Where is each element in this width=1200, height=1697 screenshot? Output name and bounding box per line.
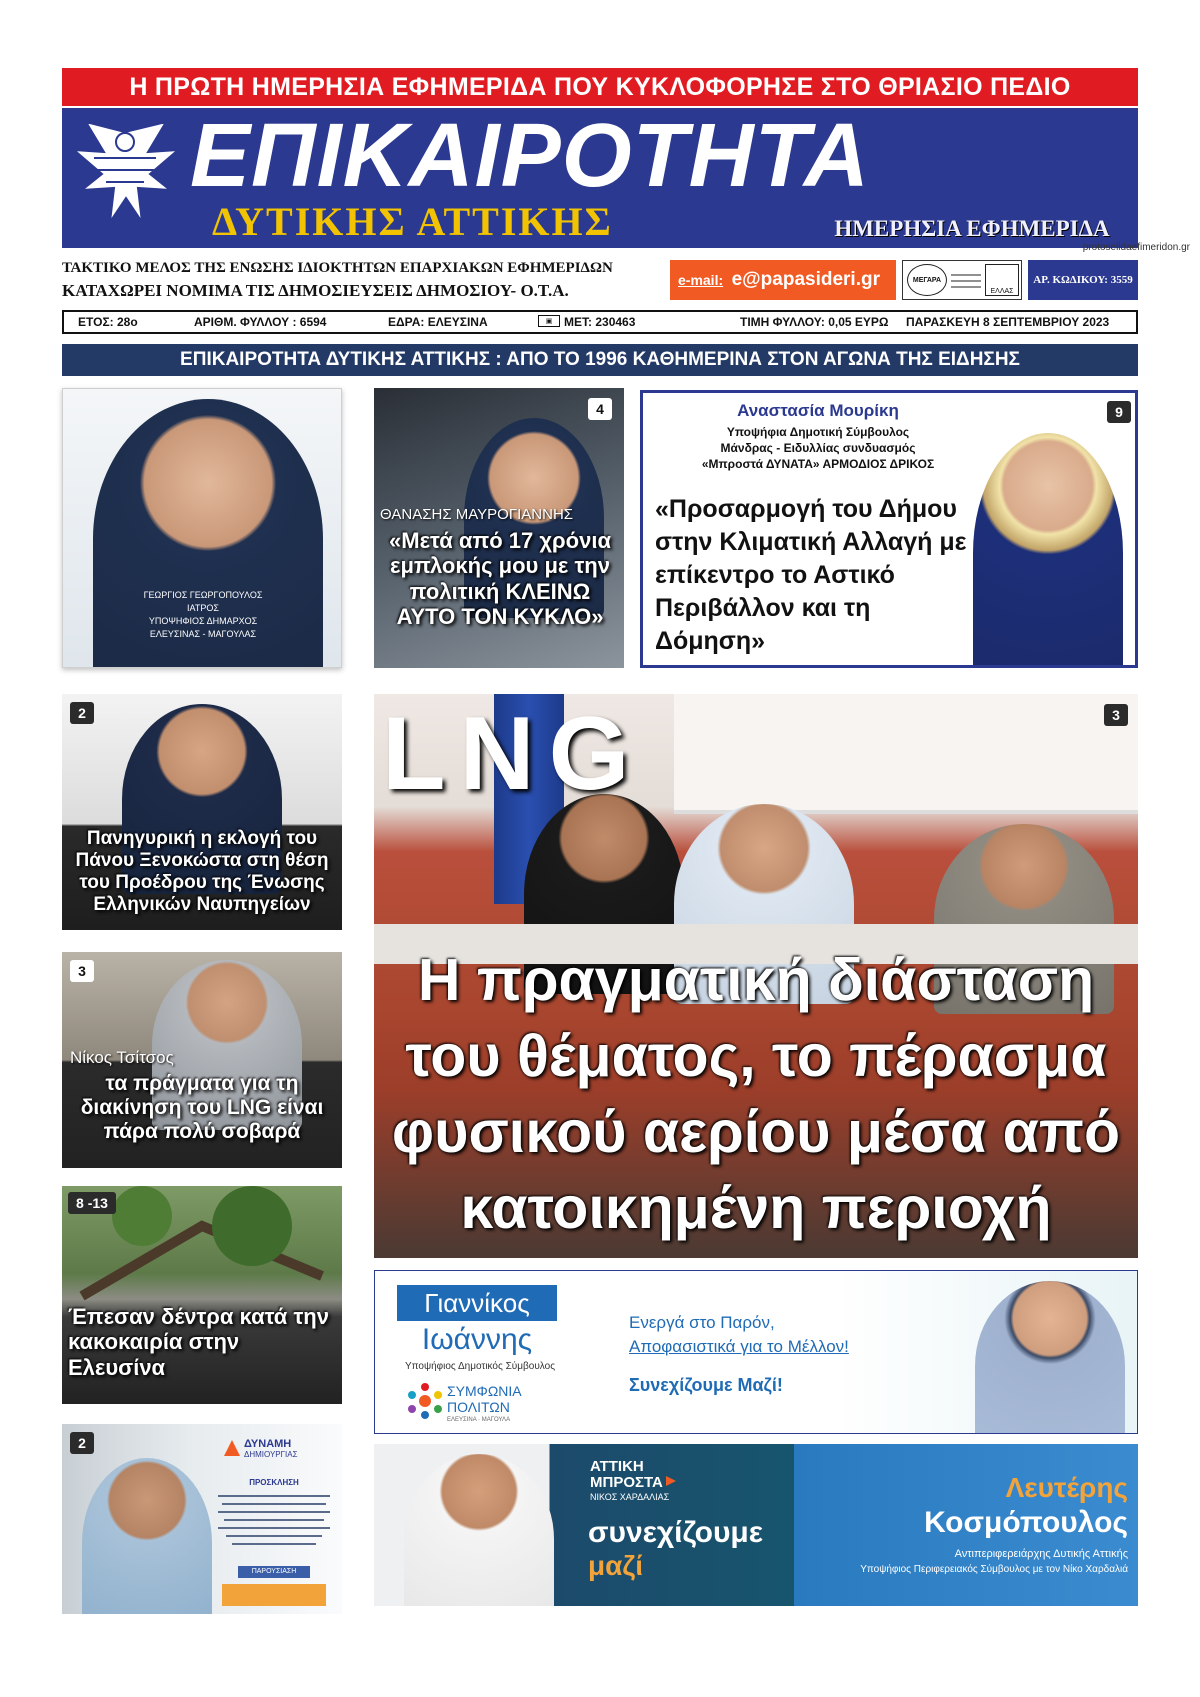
masthead-block	[62, 108, 1138, 248]
dynami-text-lines	[212, 1492, 336, 1562]
slogan-bar: ΕΠΙΚΑΙΡΟΤΗΤΑ ΔΥΤΙΚΗΣ ΑΤΤΙΚΗΣ : ΑΠΟ ΤΟ 1996 ΚΑΘΗΜΕΡΙΝΑ ΣΤΟΝ ΑΓΩΝΑ ΤΗΣ ΕΙΔΗΣΗΣ	[62, 344, 1138, 376]
dynami-invite: ΠΡΟΣΚΛΗΣΗ	[249, 1478, 299, 1487]
met-icon: ▣	[538, 315, 560, 327]
giannikos-slogan2: Αποφασιστικά για το Μέλλον!	[629, 1337, 849, 1356]
kosmopoulos-slogan2: μαζί	[588, 1550, 644, 1581]
kosmopoulos-photo	[404, 1454, 554, 1606]
price: ΤΙΜΗ ΦΥΛΛΟΥ: 0,05 ΕΥΡΩ	[740, 315, 889, 329]
story-dynami[interactable]	[62, 1424, 342, 1614]
kosmopoulos-role2: Υποψήφιος Περιφερειακός Σύμβουλος με τον Νίκο Χαρδαλιά	[860, 1564, 1128, 1575]
mouriki-photo	[973, 433, 1123, 668]
story-tsitsos[interactable]	[62, 952, 342, 1168]
mouriki-line3: «Μπροστά ΔΥΝΑΤΑ» ΑΡΜΟΔΙΟΣ ΔΡΙΚΟΣ	[701, 457, 935, 471]
info-bar	[62, 310, 1138, 334]
georgopoulos-caption	[103, 589, 303, 663]
attiki-line1: ΑΤΤΙΚΗ	[590, 1458, 644, 1475]
page-badge: 8 -13	[68, 1192, 116, 1214]
seat: ΕΔΡΑ: ΕΛΕΥΣΙΝΑ	[388, 315, 488, 329]
page-badge: 3	[70, 960, 94, 982]
trees-headline: Έπεσαν δέντρα κατά την κακοκαιρία στην Ελευσίνα	[68, 1304, 329, 1380]
dynami-photo	[82, 1458, 212, 1614]
page-badge: 3	[1104, 704, 1128, 726]
page-badge: 2	[70, 702, 94, 724]
georgopoulos-role1: ΙΑΤΡΟΣ	[187, 603, 219, 613]
xenokostas-headline: Πανηγυρική η εκλογή του Πάνου Ξενοκώστα στη θέση του Προέδρου της Ένωσης Ελληνικών Ναυπηγείων	[75, 828, 329, 915]
georgopoulos-name: ΓΕΩΡΓΙΟΣ ΓΕΩΡΓΟΠΟΥΛΟΣ	[143, 590, 263, 600]
georgopoulos-role2: ΥΠΟΨΗΦΙΟΣ ΔΗΜΑΡΧΟΣ	[148, 616, 258, 626]
year: ΕΤΟΣ: 28ο	[78, 315, 138, 329]
page-badge: 9	[1107, 401, 1131, 423]
legal-line: ΚΑΤΑΧΩΡΕΙ ΝΟΜΙΜΑ ΤΙΣ ΔΗΜΟΣΙΕΥΣΕΙΣ ΔΗΜΟΣΙΟΥ- Ο.Τ.Α.	[62, 281, 569, 300]
kosmopoulos-role1: Αντιπεριφερειάρχης Δυτικής Αττικής	[954, 1548, 1128, 1560]
story-trees[interactable]	[62, 1186, 342, 1404]
georgopoulos-role3: ΕΛΕΥΣΙΝΑΣ - ΜΑΓΟΥΛΑΣ	[149, 629, 257, 639]
mavrogiannis-quote: «Μετά από 17 χρόνια εμπλοκής μου με την πολιτική ΚΛΕΙΝΩ ΑΥΤΟ ΤΟΝ ΚΥΚΛΟ»	[389, 528, 611, 629]
symfonia-line1: ΣΥΜΦΩΝΙΑ	[447, 1383, 522, 1399]
mavrogiannis-name: ΘΑΝΑΣΗΣ ΜΑΥΡΟΓΙΑΝΝΗΣ	[380, 506, 574, 523]
giannikos-slogan1: Ενεργά στο Παρόν,	[629, 1313, 775, 1332]
email-label: e-mail:	[678, 272, 724, 288]
page-badge: 2	[70, 1432, 94, 1454]
dynami-presentation: ΠΑΡΟΥΣΙΑΣΗ	[238, 1566, 310, 1578]
issue-number: ΑΡΙΘΜ. ΦΥΛΛΟΥ : 6594	[194, 315, 327, 329]
story-mavrogiannis[interactable]	[374, 388, 624, 668]
mouriki-quote: «Προσαρμογή του Δήμου στην Κλιματική Αλλαγή με επίκεντρο το Αστικό Περιβάλλον και τη Δόμηση»	[655, 495, 967, 655]
mouriki-line1: Υποψήφια Δημοτική Σύμβουλος	[726, 425, 910, 439]
ad-kosmopoulos[interactable]	[374, 1444, 1138, 1606]
dynami-logo-line2: ΔΗΜΙΟΥΡΓΙΑΣ	[244, 1450, 298, 1459]
kosmopoulos-slogan1: συνεχίζουμε	[588, 1516, 764, 1549]
lng-headline: Η πραγματική διάσταση του θέματος, το πέρασμα φυσικού αερίου μέσα από κατοικημένη περιοχή	[391, 947, 1121, 1241]
story-lng[interactable]	[374, 694, 1138, 1258]
masthead-subtitle: ΔΥΤΙΚΗΣ ΑΤΤΙΚΗΣ	[212, 199, 613, 244]
page-badge: 4	[588, 398, 612, 420]
tsitsos-headline: τα πράγματα για τη διακίνηση του LNG είναι πάρα πολύ σοβαρά	[80, 1072, 324, 1144]
dynami-logo-icon	[222, 1438, 242, 1458]
met-number: ΜΕΤ: 230463	[564, 315, 636, 329]
eagle-logo-icon	[66, 112, 184, 240]
top-banner: Η ΠΡΩΤΗ ΗΜΕΡΗΣΙΑ ΕΦΗΜΕΡΙΔΑ ΠΟΥ ΚΥΚΛΟΦΟΡΗΣΕ ΣΤΟ ΘΡΙΑΣΙΟ ΠΕΔΙΟ	[62, 68, 1138, 106]
watermark: protoselidaefimeridon.gr	[1082, 242, 1190, 253]
giannikos-role: Υποψήφιος Δημοτικός Σύμβουλος	[404, 1361, 556, 1372]
giannikos-slogan3: Συνεχίζουμε Μαζί!	[629, 1375, 783, 1395]
mouriki-line2: Μάνδρας - Ειδυλλίας συνδυασμός	[720, 441, 916, 455]
daily-label: ΗΜΕΡΗΣΙΑ ΕΦΗΜΕΡΙΔΑ	[834, 216, 1110, 241]
stamp-lines-icon	[951, 271, 981, 291]
stamp-box-icon: ΕΛΛΑΣ	[985, 264, 1019, 296]
masthead-title: ΕΠΙΚΑΙΡΟΤΗΤΑ	[190, 110, 870, 202]
ad-giannikos[interactable]	[374, 1270, 1138, 1434]
story-xenokostas[interactable]	[62, 694, 342, 930]
email-box[interactable]	[670, 260, 896, 300]
member-line: ΤΑΚΤΙΚΟ ΜΕΛΟΣ ΤΗΣ ΕΝΩΣΗΣ ΙΔΙΟΚΤΗΤΩΝ ΕΠΑΡΧΙΑΚΩΝ ΕΦΗΜΕΡΙΔΩΝ	[62, 260, 613, 276]
symfonia-logo-icon	[405, 1381, 445, 1421]
code-box: ΑΡ. ΚΩΔΙΚΟΥ: 3559	[1028, 260, 1138, 300]
giannikos-photo	[975, 1281, 1125, 1434]
issue-date: ΠΑΡΑΣΚΕΥΗ 8 ΣΕΠΤΕΜΒΡΙΟΥ 2023	[906, 315, 1110, 329]
attiki-line2: ΜΠΡΟΣΤΑ	[590, 1474, 663, 1491]
mouriki-name: Αναστασία Μουρίκη	[737, 401, 899, 420]
lng-title: LNG	[382, 696, 644, 812]
attiki-line3: ΝΙΚΟΣ ΧΑΡΔΑΛΙΑΣ	[590, 1492, 670, 1502]
postal-stamp	[902, 260, 1022, 300]
kosmopoulos-surname: Κοσμόπουλος	[924, 1506, 1128, 1539]
tsitsos-name: Νίκος Τσίτσος	[70, 1048, 174, 1067]
attiki-arrow-icon	[664, 1474, 678, 1488]
symfonia-line3: ΕΛΕΥΣΙΝΑ · ΜΑΓΟΥΛΑ	[447, 1417, 511, 1423]
email-address[interactable]: e@papasideri.gr	[731, 269, 880, 290]
dynami-orange-box	[222, 1584, 326, 1606]
giannikos-name: Ιωάννης	[421, 1323, 533, 1356]
story-mouriki[interactable]	[640, 390, 1138, 668]
story-georgopoulos[interactable]	[62, 388, 342, 668]
dynami-logo-line1: ΔΥΝΑΜΗ	[244, 1438, 292, 1450]
symfonia-line2: ΠΟΛΙΤΩΝ	[447, 1399, 510, 1415]
lng-screen	[674, 694, 1138, 814]
kosmopoulos-first-name: Λευτέρης	[1005, 1472, 1128, 1503]
stamp-circle-icon: ΜΕΓΑΡΑ	[907, 264, 947, 296]
giannikos-surname: Γιαννίκος	[397, 1285, 557, 1321]
